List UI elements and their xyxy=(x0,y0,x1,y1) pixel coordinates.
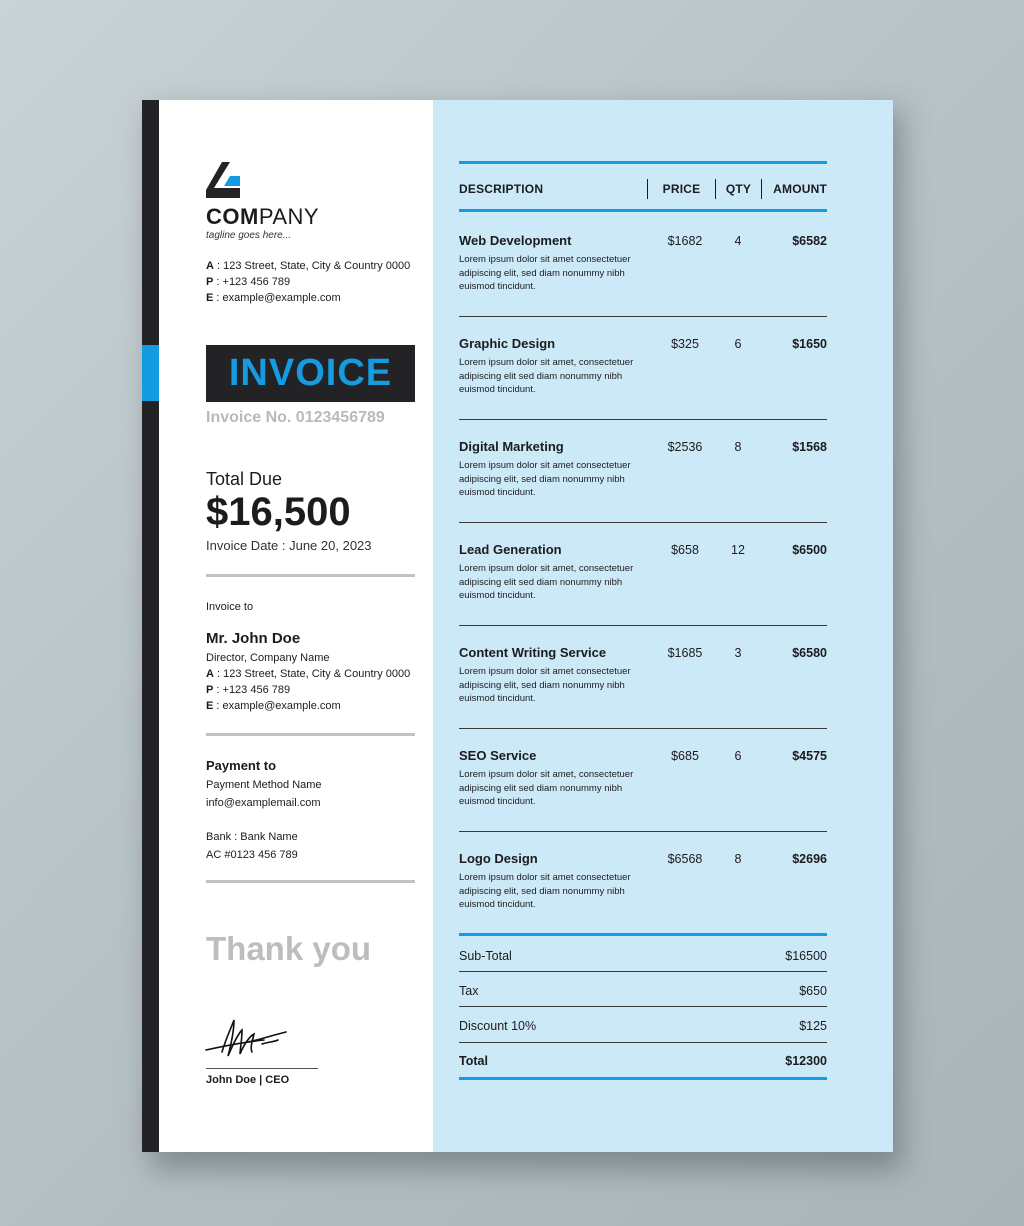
company-name-rest: PANY xyxy=(258,204,320,229)
company-contact xyxy=(206,258,410,306)
item-amount: $6582 xyxy=(792,234,827,248)
company-address: A : 123 Street, State, City & Country 0000 xyxy=(206,260,411,272)
item-price: $685 xyxy=(671,749,699,763)
signature-icon xyxy=(204,1012,292,1064)
thank-you-text: Thank you xyxy=(206,930,372,967)
row-divider xyxy=(459,625,827,626)
summary-top-rule xyxy=(459,933,827,936)
bank-account: AC #0123 456 789 xyxy=(206,849,298,861)
bank-info xyxy=(206,828,298,864)
item-price: $6568 xyxy=(667,852,703,866)
table-row xyxy=(459,542,827,645)
signature-line xyxy=(206,1068,318,1069)
item-amount: $4575 xyxy=(792,749,827,763)
item-description: Lorem ipsum dolor sit amet, consectetuer adipiscing elit sed diam nonummy nibh euismod tincidunt. xyxy=(459,769,634,807)
row-divider xyxy=(459,316,827,317)
client-info xyxy=(206,650,410,714)
client-role: Director, Company Name xyxy=(206,652,330,664)
row-divider xyxy=(459,971,827,972)
signer-name: John Doe | CEO xyxy=(206,1074,290,1086)
divider xyxy=(206,733,415,736)
table-top-rule xyxy=(459,161,827,164)
invoice-title: INVOICE xyxy=(206,345,415,402)
table-row xyxy=(459,233,827,336)
divider xyxy=(206,880,415,883)
item-name: Digital Marketing xyxy=(459,439,564,454)
row-divider xyxy=(459,1006,827,1007)
payment-info xyxy=(206,776,322,812)
item-name: Content Writing Service xyxy=(459,645,607,660)
item-amount: $6580 xyxy=(792,646,827,660)
table-row xyxy=(459,336,827,439)
total-due-label: Total Due xyxy=(206,469,283,489)
item-price: $658 xyxy=(671,543,699,557)
item-qty: 12 xyxy=(731,543,745,557)
item-name: Web Development xyxy=(459,233,572,248)
item-price: $2536 xyxy=(667,440,703,454)
item-amount: $2696 xyxy=(792,852,827,866)
total-due-value: $16,500 xyxy=(206,490,351,534)
tax-row xyxy=(459,973,827,1008)
item-qty: 4 xyxy=(734,234,742,248)
payment-method: Payment Method Name xyxy=(206,779,322,791)
item-qty: 6 xyxy=(734,749,742,763)
item-description: Lorem ipsum dolor sit amet consectetuer adipiscing elit, sed diam nonummy nibh euismod tincidunt. xyxy=(459,460,631,498)
item-qty: 6 xyxy=(734,337,742,351)
item-qty: 3 xyxy=(734,646,742,660)
item-qty: 8 xyxy=(734,852,742,866)
table-row xyxy=(459,645,827,748)
item-price: $1682 xyxy=(667,234,703,248)
client-phone: P : +123 456 789 xyxy=(206,684,291,696)
payment-title: Payment to xyxy=(206,758,277,773)
item-description: Lorem ipsum dolor sit amet consectetuer adipiscing elit, sed diam nonummy nibh euismod tincidunt. xyxy=(459,666,631,704)
row-divider xyxy=(459,831,827,832)
item-name: Graphic Design xyxy=(459,336,556,351)
invoice-to-label: Invoice to xyxy=(206,601,254,613)
item-price: $1685 xyxy=(667,646,703,660)
item-name: Logo Design xyxy=(459,851,538,866)
client-address: A : 123 Street, State, City & Country 0000 xyxy=(206,668,411,680)
divider xyxy=(206,574,415,577)
subtotal-label: Sub-Total xyxy=(459,948,512,963)
item-description: Lorem ipsum dolor sit amet, consectetuer adipiscing elit sed diam nonummy nibh euismod tincidunt. xyxy=(459,357,634,395)
item-amount: $6500 xyxy=(792,543,827,557)
company-logo-icon xyxy=(206,162,242,200)
invoice-page xyxy=(142,100,893,1152)
row-divider xyxy=(459,419,827,420)
item-price: $325 xyxy=(671,337,699,351)
table-row xyxy=(459,748,827,851)
company-name-bold: COM xyxy=(206,204,259,229)
discount-row xyxy=(459,1008,827,1043)
item-name: Lead Generation xyxy=(459,542,562,557)
total-label: Total xyxy=(459,1053,488,1068)
header-amount: AMOUNT xyxy=(761,179,827,199)
tax-value: $650 xyxy=(799,983,827,998)
left-dark-bar xyxy=(142,100,159,1152)
total-row xyxy=(459,1043,827,1078)
invoice-date: Invoice Date : June 20, 2023 xyxy=(206,538,372,553)
company-tagline: tagline goes here... xyxy=(206,230,292,241)
company-name xyxy=(206,204,319,230)
discount-label: Discount 10% xyxy=(459,1018,537,1033)
tax-label: Tax xyxy=(459,983,479,998)
item-qty: 8 xyxy=(734,440,742,454)
item-description: Lorem ipsum dolor sit amet consectetuer adipiscing elit, sed diam nonummy nibh euismod tincidunt. xyxy=(459,254,631,292)
invoice-number: Invoice No. 0123456789 xyxy=(206,409,385,426)
company-phone: P : +123 456 789 xyxy=(206,276,291,288)
item-description: Lorem ipsum dolor sit amet consectetuer adipiscing elit, sed diam nonummy nibh euismod tincidunt. xyxy=(459,872,631,910)
client-name: Mr. John Doe xyxy=(206,630,301,647)
summary-bottom-rule xyxy=(459,1077,827,1080)
header-description: DESCRIPTION xyxy=(459,181,544,196)
row-divider xyxy=(459,522,827,523)
bank-name: Bank : Bank Name xyxy=(206,831,298,843)
row-divider xyxy=(459,728,827,729)
table-header xyxy=(459,166,827,211)
item-amount: $1568 xyxy=(792,440,827,454)
left-accent-bar xyxy=(142,345,159,401)
item-amount: $1650 xyxy=(792,337,827,351)
discount-value: $125 xyxy=(799,1018,827,1033)
subtotal-row xyxy=(459,938,827,973)
item-name: SEO Service xyxy=(459,748,537,763)
item-description: Lorem ipsum dolor sit amet, consectetuer adipiscing elit sed diam nonummy nibh euismod tincidunt. xyxy=(459,563,634,601)
payment-email: info@examplemail.com xyxy=(206,797,321,809)
header-price: PRICE xyxy=(647,179,715,199)
company-email: E : example@example.com xyxy=(206,292,341,304)
client-email: E : example@example.com xyxy=(206,700,341,712)
table-header-rule xyxy=(459,209,827,212)
subtotal-value: $16500 xyxy=(785,948,827,963)
header-qty: QTY xyxy=(715,179,761,199)
total-value: $12300 xyxy=(785,1053,827,1068)
table-row xyxy=(459,439,827,542)
